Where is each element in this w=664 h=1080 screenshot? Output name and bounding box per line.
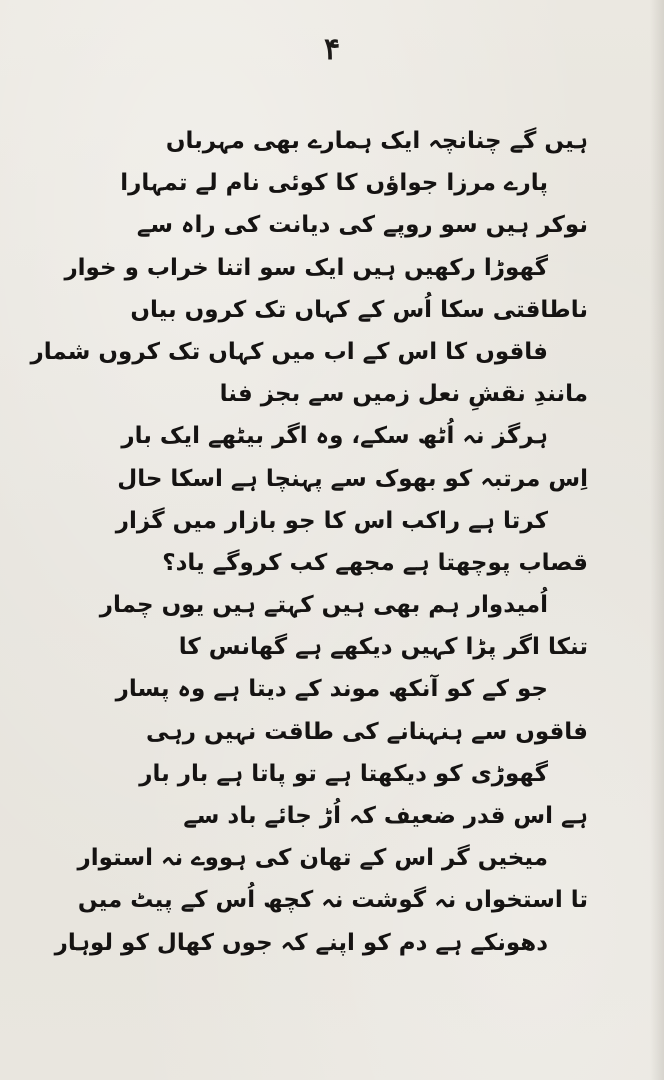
verse-line: اُمیدوار ہم بھی ہیں کہتے ہیں یوں چمار (99, 592, 548, 619)
verse-line: فاقوں کا اس کے اب میں کہاں تک کروں شمار (30, 338, 548, 365)
verse-line: پارے مرزا جواؤں کا کوئی نام لے تمہارا (120, 170, 548, 197)
verse-line: نوکر ہیں سو روپے کی دیانت کی راہ سے (136, 212, 588, 239)
verse-line: گھوڑی کو دیکھتا ہے تو پاتا ہے بار بار (139, 760, 548, 787)
verse-line: تا استخواں نہ گوشت نہ کچھ اُس کے پیٹ میں (77, 887, 588, 914)
verse-line: فاقوں سے ہنہنانے کی طاقت نہیں رہی (146, 718, 588, 745)
verse-line: تنکا اگر پڑا کہیں دیکھے ہے گھانس کا (178, 634, 588, 661)
verse-line: گھوڑا رکھیں ہیں ایک سو اتنا خراب و خوار (64, 254, 548, 281)
verse-line: ناطاقتی سکا اُس کے کہاں تک کروں بیاں (130, 296, 588, 323)
verse-line: جو کے کو آنکھ موند کے دیتا ہے وہ پسار (115, 676, 548, 703)
verse-line: ہے اس قدر ضعیف کہ اُڑ جائے باد سے (183, 803, 588, 829)
verse-line: اِس مرتبہ کو بھوک سے پہنچا ہے اسکا حال (117, 465, 588, 492)
verse-line: ہیں گے چنانچہ ایک ہمارے بھی مہرباں (165, 128, 588, 154)
verse-line: ہرگز نہ اُٹھ سکے، وہ اگر بیٹھے ایک بار (121, 423, 548, 450)
verse-line: قصاب پوچھتا ہے مجھے کب کروگے یاد؟ (162, 549, 588, 576)
verse-line: میخیں گر اس کے تھان کی ہووے نہ استوار (77, 845, 548, 872)
verse-line: دھونکے ہے دم کو اپنے کہ جوں کھال کو لوہار (54, 929, 548, 956)
poem-verses (30, 120, 588, 964)
verse-line: کرتا ہے راکب اس کا جو بازار میں گزار (115, 507, 548, 534)
verse-line: مانندِ نقشِ نعل زمیں سے بجز فنا (219, 381, 588, 408)
page-edge-shadow (650, 0, 664, 1080)
page-number: ۴ (323, 32, 341, 67)
